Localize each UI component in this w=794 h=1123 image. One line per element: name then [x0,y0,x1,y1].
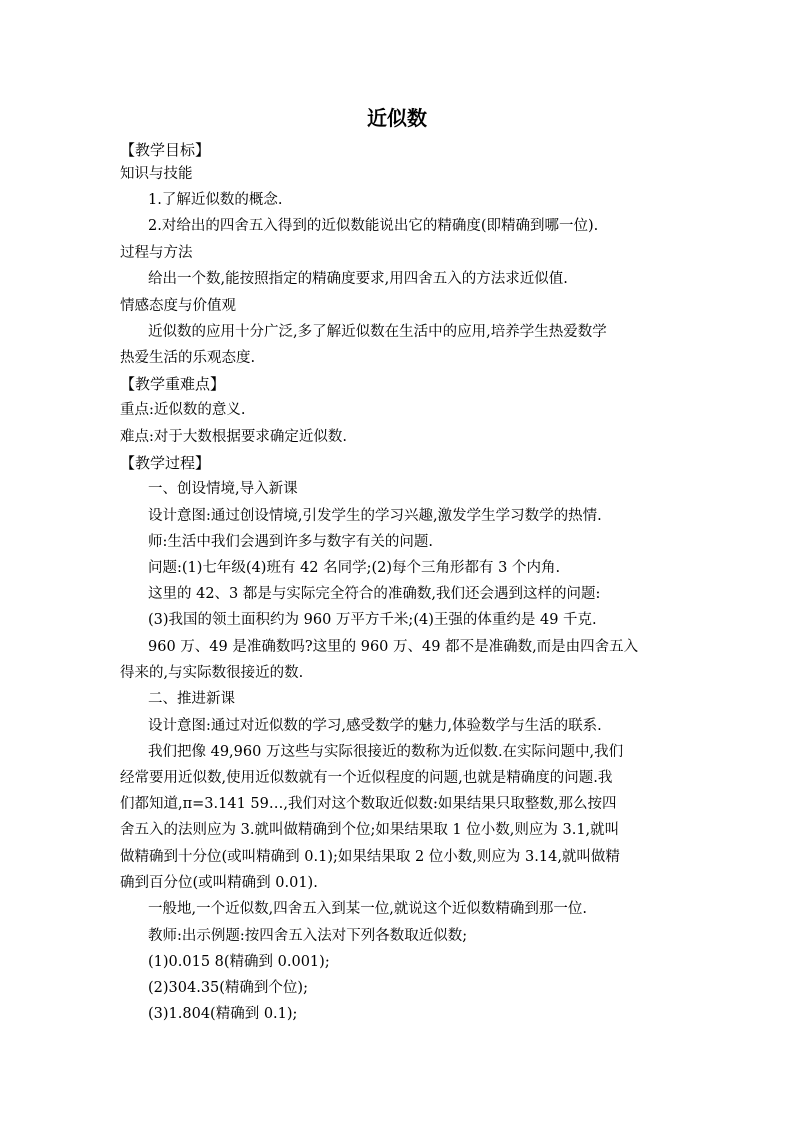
paragraph-line: 问题:(1)七年级(4)班有 42 名同学;(2)每个三角形都有 3 个内角. [148,560,561,576]
example-item: (2)304.35(精确到个位); [148,980,308,996]
subheading-process-method: 过程与方法 [120,245,193,261]
paragraph-line: 给出一个数,能按照指定的精确度要求,用四舍五入的方法求近似值. [148,271,568,287]
paragraph-line: 960 万、49 是准确数吗?这里的 960 万、49 都不是准确数,而是由四舍五入 [148,639,639,655]
section-heading-key-points: 【教学重难点】 [120,375,226,393]
document-title: 近似数 [367,106,427,130]
paragraph-line: 我们把像 49,960 万这些与实际很接近的数称为近似数.在实际问题中,我们 [148,744,624,760]
section-heading-objectives: 【教学目标】 [120,141,211,159]
paragraph-line: (3)我国的领土面积约为 960 万平方千米;(4)王强的体重约是 49 千克. [148,612,597,628]
section-heading-process: 【教学过程】 [120,454,211,472]
subheading-attitude-values: 情感态度与价值观 [120,298,236,314]
subheading-knowledge-skills: 知识与技能 [120,166,193,182]
paragraph-line: 重点:近似数的意义. [120,402,246,418]
paragraph-line: 难点:对于大数根据要求确定近似数. [120,429,347,445]
paragraph-line: 师:生活中我们会遇到许多与数字有关的问题. [148,534,433,550]
paragraph-line: 设计意图:通过对近似数的学习,感受数学的魅力,体验数学与生活的联系. [148,718,602,734]
paragraph-line: 们都知道,π=3.141 59…,我们对这个数取近似数:如果结果只取整数,那么按四 [120,796,617,812]
paragraph-line: 舍五入的法则应为 3.就叫做精确到个位;如果结果取 1 位小数,则应为 3.1,就叫 [120,822,620,838]
paragraph-line: 确到百分位(或叫精确到 0.01). [120,875,318,891]
paragraph-line: 设计意图:通过创设情境,引发学生的学习兴趣,激发学生学习数学的热情. [148,508,602,524]
paragraph-line: 一般地,一个近似数,四舍五入到某一位,就说这个近似数精确到那一位. [148,901,587,917]
paragraph-line: 教师:出示例题:按四舍五入法对下列各数取近似数; [148,928,468,944]
paragraph-line: 得来的,与实际数很接近的数. [120,665,304,681]
paragraph-line: 经常要用近似数,使用近似数就有一个近似程度的问题,也就是精确度的问题.我 [120,770,613,786]
paragraph-line: 2.对给出的四舍五入得到的近似数能说出它的精确度(即精确到哪一位). [148,218,599,234]
paragraph-line: 这里的 42、3 都是与实际完全符合的准确数,我们还会遇到这样的问题: [148,586,601,602]
subsection-heading: 一、创设情境,导入新课 [148,481,298,497]
subsection-heading: 二、推进新课 [148,691,235,707]
paragraph-line: 热爱生活的乐观态度. [120,350,256,366]
example-item: (3)1.804(精确到 0.1); [148,1006,298,1022]
paragraph-line: 近似数的应用十分广泛,多了解近似数在生活中的应用,培养学生热爱数学 [148,324,607,340]
paragraph-line: 做精确到十分位(或叫精确到 0.1);如果结果取 2 位小数,则应为 3.14,就叫做精 [120,849,620,865]
paragraph-line: 1.了解近似数的概念. [148,192,283,208]
example-item: (1)0.015 8(精确到 0.001); [148,954,330,970]
